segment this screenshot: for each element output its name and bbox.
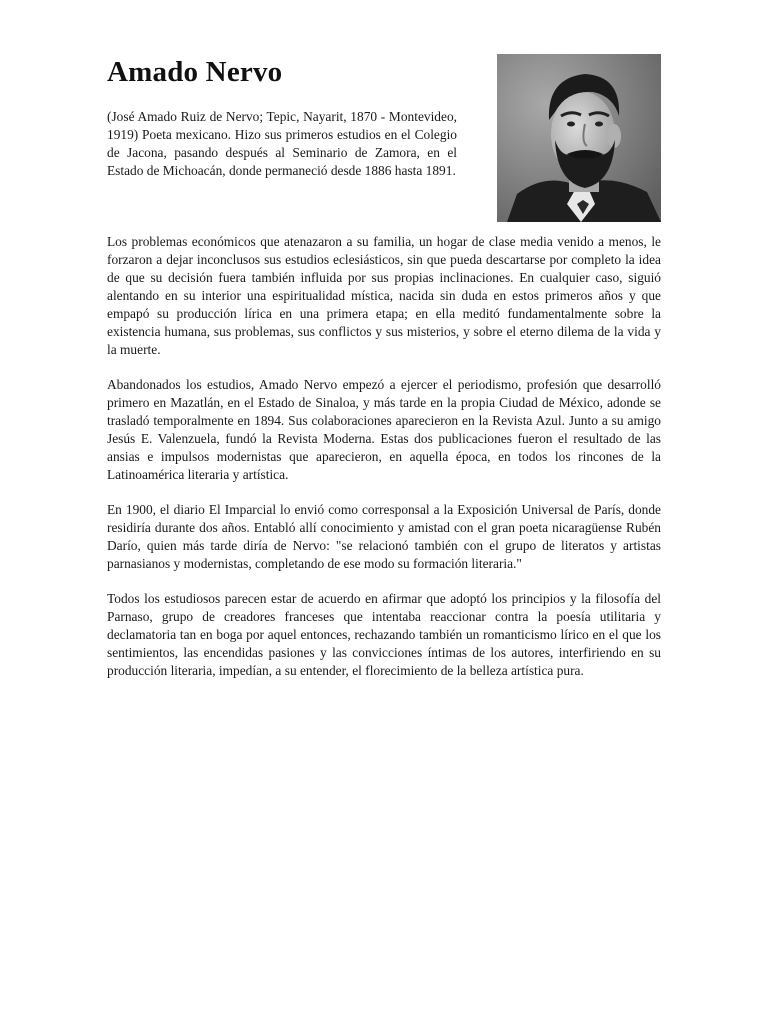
intro-paragraph: (José Amado Ruiz de Nervo; Tepic, Nayarit, 1870 - Montevideo, 1919) Poeta mexicano. Hizo sus primeros estudios en el Colegio de Jacona, pasando después al Seminario de Zamora, en el Estado de Michoacán, donde permaneció desde 1886 hasta 1891. [107,109,457,178]
paragraph: Los problemas económicos que atenazaron a su familia, un hogar de clase media venido a menos, le forzaron a dejar inconclusos sus estudios eclesiásticos, sin que pueda descartarse por completo la idea de que su decisión fuera también influida por sus propias inclinaciones. En cualquier caso, siguió alentando en su interior una espiritualidad mística, nacida sin duda en estos primeros años y que empapó su producción lírica en una primera etapa; en ella meditó fundamentalmente sobre la existencia humana, sus problemas, sus conflictos y sus misterios, y sobre el eterno dilema de la vida y la muerte. [107,234,661,357]
paragraph: Abandonados los estudios, Amado Nervo empezó a ejercer el periodismo, profesión que desarrolló primero en Mazatlán, en el Estado de Sinaloa, y más tarde en la propia Ciudad de México, adonde se trasladó temporalmente en 1894. Sus colaboraciones aparecieron en la Revista Azul. Junto a su amigo Jesús E. Valenzuela, fundó la Revista Moderna. Estas dos publicaciones fueron el resultado de las ansias e impulsos modernistas que aparecieron, en aquella época, en todos los rincones de la Latinoamérica literaria y artística. [107,377,661,482]
portrait-illustration [497,54,661,222]
page-title: Amado Nervo [107,56,283,88]
paragraph: En 1900, el diario El Imparcial lo envió como corresponsal a la Exposición Universal de París, donde residiría durante dos años. Entabló allí conocimiento y amistad con el gran poeta nicaragüense Rubén Darío, quien más tarde diría de Nervo: "se relacionó también con el grupo de literatos y artistas parnasianos y modernistas, completando de ese modo su formación literaria." [107,502,661,571]
paragraph: Todos los estudiosos parecen estar de acuerdo en afirmar que adoptó los principios y la filosofía del Parnaso, grupo de creadores franceses que intentaba reaccionar contra la poesía utilitaria y declamatoria tan en boga por aquel entonces, rechazando también un romanticismo lírico en el que los sentimientos, las encendidas pasiones y las convicciones íntimas de los autores, interfiriendo en su producción literaria, impedían, a su entender, el florecimiento de la belleza artística pura. [107,591,661,678]
body-text [107,233,661,697]
document-page [107,52,661,678]
portrait-photo [497,54,661,222]
document-header [107,52,661,224]
